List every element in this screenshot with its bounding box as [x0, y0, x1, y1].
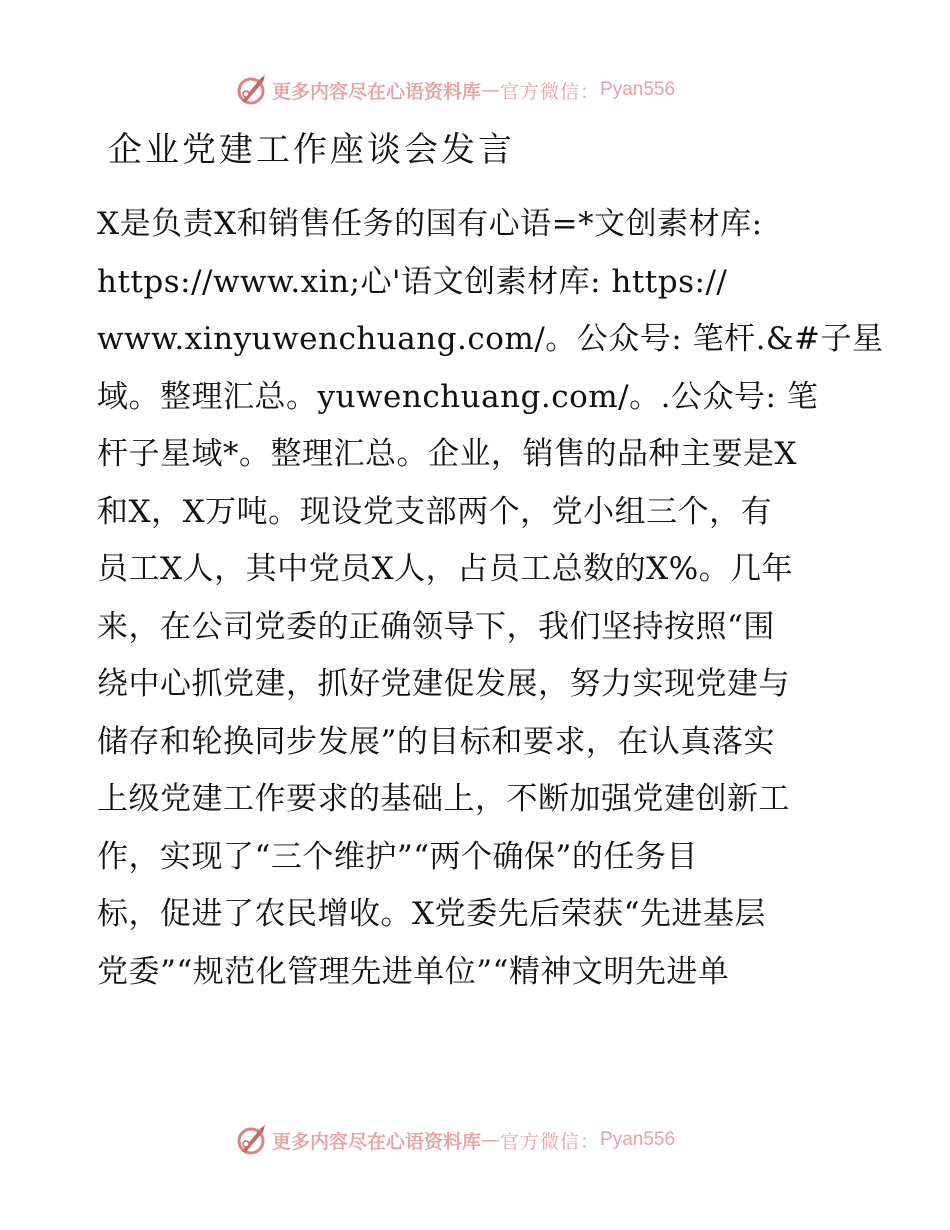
body-line: 上级党建工作要求的基础上，不断加强党建创新工 — [97, 781, 790, 817]
quill-pen-logo-icon — [234, 73, 268, 107]
document-body — [97, 196, 884, 1001]
banner-wechat-id: Pyan556 — [600, 79, 676, 100]
header-banner — [234, 70, 754, 110]
body-line: 绕中心抓党建，抓好党建促发展，努力实现党建与 — [97, 666, 790, 702]
quill-pen-logo-icon — [234, 1123, 268, 1157]
body-line: www.xinyuwenchuang.com/。公众号: 笔杆.&#子星 — [97, 321, 884, 357]
body-line: 储存和轮换同步发展”的目标和要求，在认真落实 — [97, 723, 775, 760]
body-line: 和X，X万吨。现设党支部两个，党小组三个，有 — [97, 493, 773, 530]
footer-banner — [234, 1120, 754, 1160]
footer-dash: — — [481, 1129, 501, 1151]
banner-promo-text: 更多内容尽在心语资料库 — [272, 80, 482, 103]
banner-dash: — — [481, 79, 501, 101]
banner-official-label: 官方微信： — [500, 80, 601, 103]
footer-promo-text: 更多内容尽在心语资料库 — [272, 1130, 482, 1153]
body-line: 标，促进了农民增收。X党委先后荣获“先进基层 — [97, 896, 766, 932]
body-line: 杆子星域*。整理汇总。企业，销售的品种主要是X — [97, 436, 798, 472]
footer-official-label: 官方微信： — [500, 1130, 601, 1153]
footer-wechat-id: Pyan556 — [600, 1129, 676, 1150]
body-line: 员工X人，其中党员X人，占员工总数的X%。几年 — [97, 551, 794, 587]
body-line: 域。整理汇总。yuwenchuang.com/。.公众号: 笔 — [97, 378, 819, 415]
body-line: 作，实现了“三个维护”“两个确保”的任务目 — [97, 838, 698, 875]
body-line: 来，在公司党委的正确领导下，我们坚持按照“围 — [97, 608, 775, 645]
document-title: 企业党建工作座谈会发言 — [108, 130, 515, 170]
body-line: 党委”“规范化管理先进单位”“精神文明先进单 — [97, 953, 730, 990]
body-line: https://www.xin;心'语文创素材库: https:// — [97, 263, 728, 300]
body-line: X是负责X和销售任务的国有心语=*文创素材库: — [97, 206, 763, 242]
